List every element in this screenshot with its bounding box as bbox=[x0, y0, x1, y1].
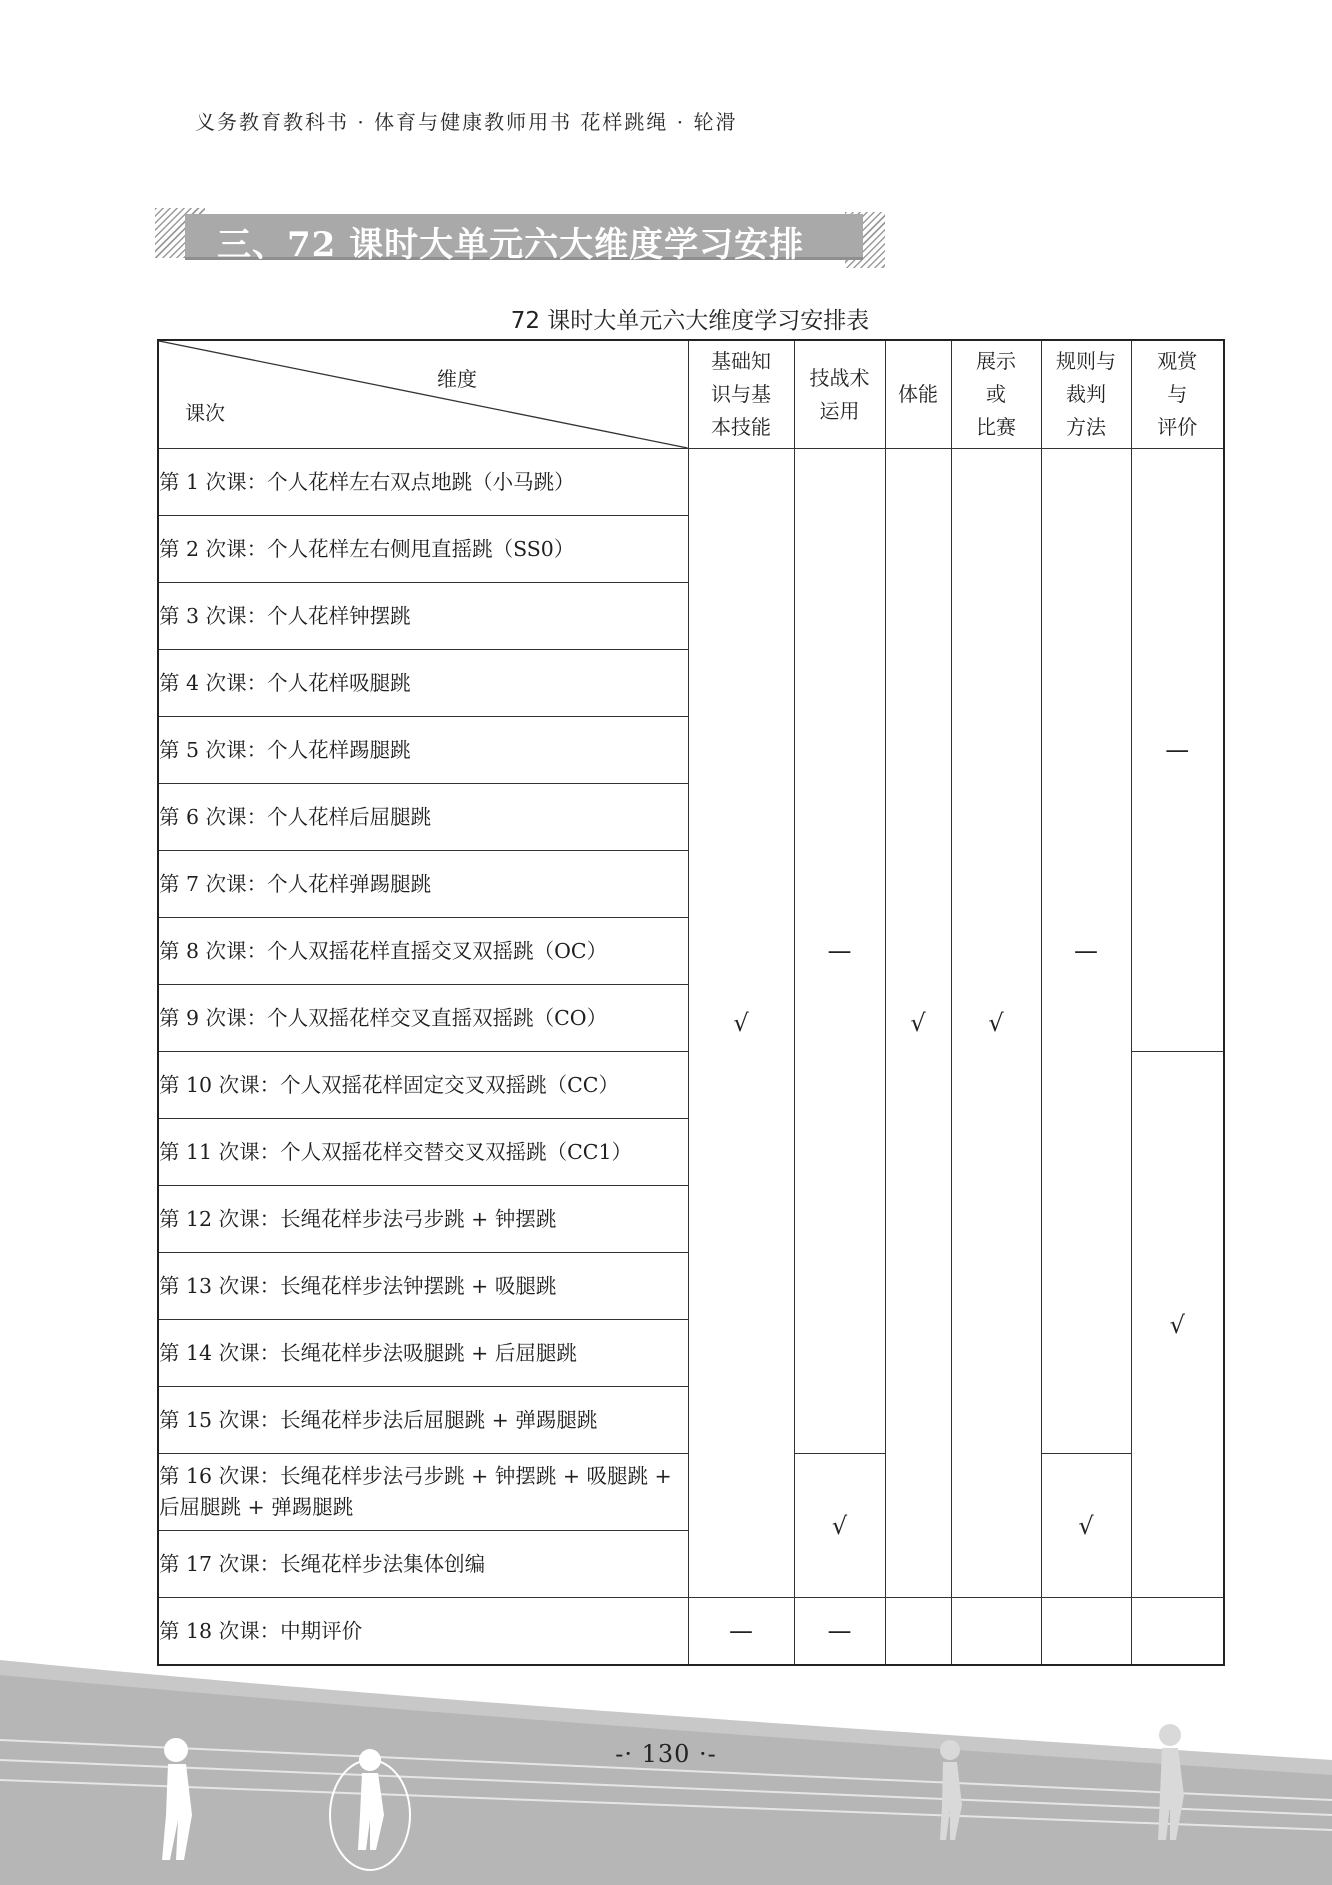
table-row bbox=[158, 449, 1224, 516]
header-rules: 规则与 裁判 方法 bbox=[1041, 340, 1131, 449]
lesson-cell: 第 5 次课：个人花样踢腿跳 bbox=[158, 717, 688, 784]
appreciation-mark: — bbox=[1131, 449, 1224, 1052]
lesson-cell: 第 15 次课：长绳花样步法后屈腿跳 + 弹踢腿跳 bbox=[158, 1387, 688, 1454]
tactics-mark: — bbox=[794, 449, 885, 1454]
lesson-cell: 第 3 次课：个人花样钟摆跳 bbox=[158, 583, 688, 650]
lesson-cell: 第 6 次课：个人花样后屈腿跳 bbox=[158, 784, 688, 851]
lesson-cell: 第 11 次课：个人双摇花样交替交叉双摇跳（CC1） bbox=[158, 1119, 688, 1186]
header-tactics: 技战术 运用 bbox=[794, 340, 885, 449]
lesson-cell: 第 12 次课：长绳花样步法弓步跳 + 钟摆跳 bbox=[158, 1186, 688, 1253]
header-fitness: 体能 bbox=[885, 340, 951, 449]
lesson-cell: 第 8 次课：个人双摇花样直摇交叉双摇跳（OC） bbox=[158, 918, 688, 985]
page-number: -· 130 ·- bbox=[615, 1740, 717, 1768]
corner-dimension-label: 维度 bbox=[437, 367, 477, 391]
lesson-cell: 第 16 次课：长绳花样步法弓步跳 + 钟摆跳 + 吸腿跳 + 后屈腿跳 + 弹踢腿跳 bbox=[158, 1454, 688, 1531]
tactics-mark: √ bbox=[794, 1454, 885, 1598]
corner-header-cell bbox=[158, 340, 688, 449]
lesson-cell: 第 14 次课：长绳花样步法吸腿跳 + 后屈腿跳 bbox=[158, 1320, 688, 1387]
running-head: 义务教育教科书 · 体育与健康教师用书 花样跳绳 · 轮滑 bbox=[195, 110, 738, 134]
header-basic-skills: 基础知 识与基 本技能 bbox=[688, 340, 794, 449]
header-row bbox=[158, 340, 1224, 449]
section-title: 三、72 课时大单元六大维度学习安排 bbox=[217, 225, 805, 265]
schedule-table bbox=[157, 339, 1225, 1666]
lesson-cell: 第 2 次课：个人花样左右侧甩直摇跳（SS0） bbox=[158, 516, 688, 583]
lesson-cell: 第 17 次课：长绳花样步法集体创编 bbox=[158, 1531, 688, 1598]
basic-skills-mark: — bbox=[688, 1598, 794, 1666]
lesson-cell: 第 1 次课：个人花样左右双点地跳（小马跳） bbox=[158, 449, 688, 516]
rules-mark: √ bbox=[1041, 1454, 1131, 1598]
display-mark: √ bbox=[951, 449, 1041, 1598]
rules-mark: — bbox=[1041, 449, 1131, 1454]
section-banner bbox=[155, 208, 885, 268]
lesson-cell: 第 10 次课：个人双摇花样固定交叉双摇跳（CC） bbox=[158, 1052, 688, 1119]
fitness-mark: √ bbox=[885, 449, 951, 1598]
lesson-cell: 第 7 次课：个人花样弹踢腿跳 bbox=[158, 851, 688, 918]
lesson-cell: 第 4 次课：个人花样吸腿跳 bbox=[158, 650, 688, 717]
lesson-cell: 第 18 次课：中期评价 bbox=[158, 1598, 688, 1666]
appreciation-mark: √ bbox=[1131, 1052, 1224, 1598]
tactics-mark: — bbox=[794, 1598, 885, 1666]
table-caption: 72 课时大单元六大维度学习安排表 bbox=[510, 308, 870, 334]
header-display: 展示 或 比赛 bbox=[951, 340, 1041, 449]
lesson-cell: 第 9 次课：个人双摇花样交叉直摇双摇跳（CO） bbox=[158, 985, 688, 1052]
corner-lesson-label: 课次 bbox=[185, 401, 225, 425]
diagonal-line bbox=[159, 341, 688, 448]
lesson-cell: 第 13 次课：长绳花样步法钟摆跳 + 吸腿跳 bbox=[158, 1253, 688, 1320]
basic-skills-mark: √ bbox=[688, 449, 794, 1598]
header-appreciation: 观赏 与 评价 bbox=[1131, 340, 1224, 449]
banner-bar bbox=[185, 214, 863, 265]
